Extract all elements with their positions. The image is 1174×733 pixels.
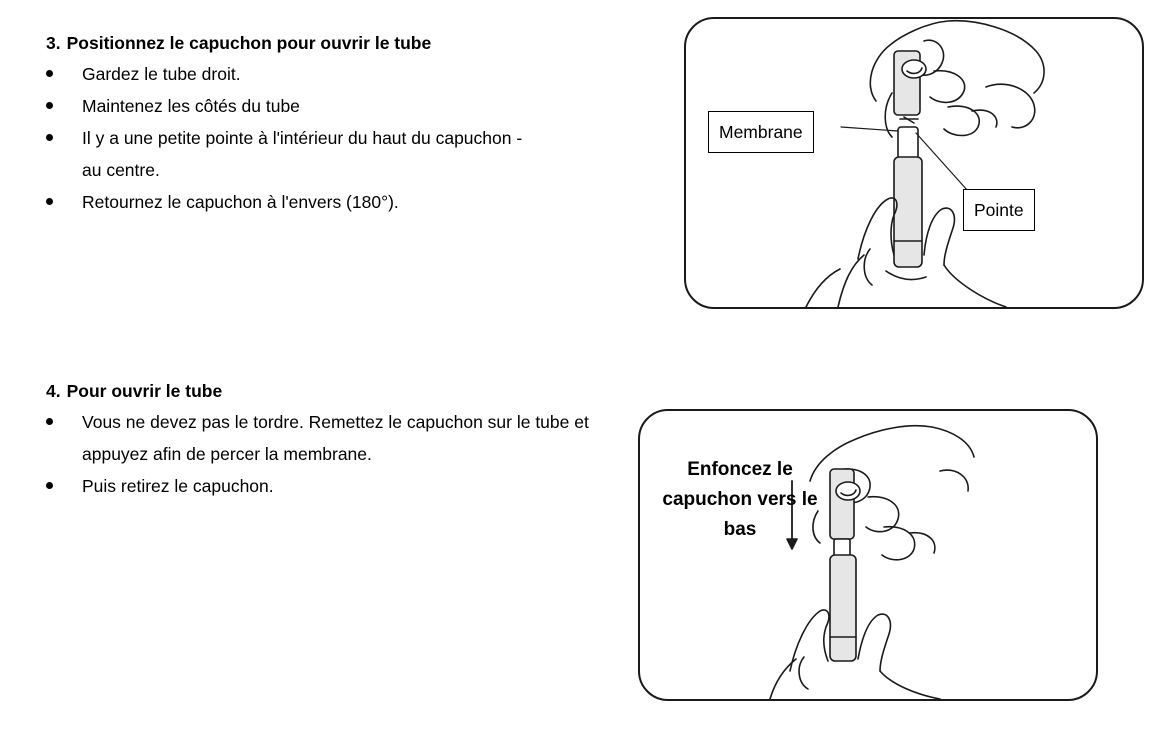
bullet-text: Retournez le capuchon à l'envers (180°). — [82, 192, 399, 212]
step-4-heading — [46, 379, 606, 403]
step-4-bullet-list — [46, 406, 606, 502]
bullet-text: Gardez le tube droit. — [82, 64, 241, 84]
pointe-label: Pointe — [963, 189, 1035, 231]
step-4-title: Pour ouvrir le tube — [66, 381, 223, 401]
bullet-icon — [46, 134, 53, 141]
bullet-icon — [46, 198, 53, 205]
hands-holding-tube-and-cap-icon — [686, 19, 1142, 307]
step-3-title: Positionnez le capuchon pour ouvrir le tube — [66, 33, 432, 53]
bullet-text: Il y a une petite pointe à l'intérieur du haut du capuchon - au centre. — [82, 128, 523, 180]
step-4-number: 4. — [46, 381, 61, 401]
list-item — [46, 58, 542, 90]
list-item — [46, 406, 592, 470]
step-3-heading — [46, 31, 606, 55]
list-item — [46, 122, 542, 186]
bullet-text: Puis retirez le capuchon. — [82, 476, 274, 496]
bullet-icon — [46, 70, 53, 77]
press-cap-label: Enfoncez le capuchon vers le bas — [662, 459, 818, 540]
bullet-text: Maintenez les côtés du tube — [82, 96, 300, 116]
bullet-icon — [46, 102, 53, 109]
bullet-text: Vous ne devez pas le tordre. Remettez le capuchon sur le tube et appuyez afin de percer la membrane. — [82, 412, 589, 464]
step-4-illustration — [638, 409, 1098, 701]
bullet-icon — [46, 482, 53, 489]
list-item — [46, 186, 542, 218]
step-3-illustration — [684, 17, 1144, 309]
step-3-bullet-list — [46, 58, 606, 218]
step-3-number: 3. — [46, 33, 61, 53]
step-4-section — [46, 379, 606, 502]
step-3-section — [46, 31, 606, 218]
list-item — [46, 470, 592, 502]
bullet-icon — [46, 418, 53, 425]
membrane-label: Membrane — [708, 111, 814, 153]
list-item — [46, 90, 542, 122]
